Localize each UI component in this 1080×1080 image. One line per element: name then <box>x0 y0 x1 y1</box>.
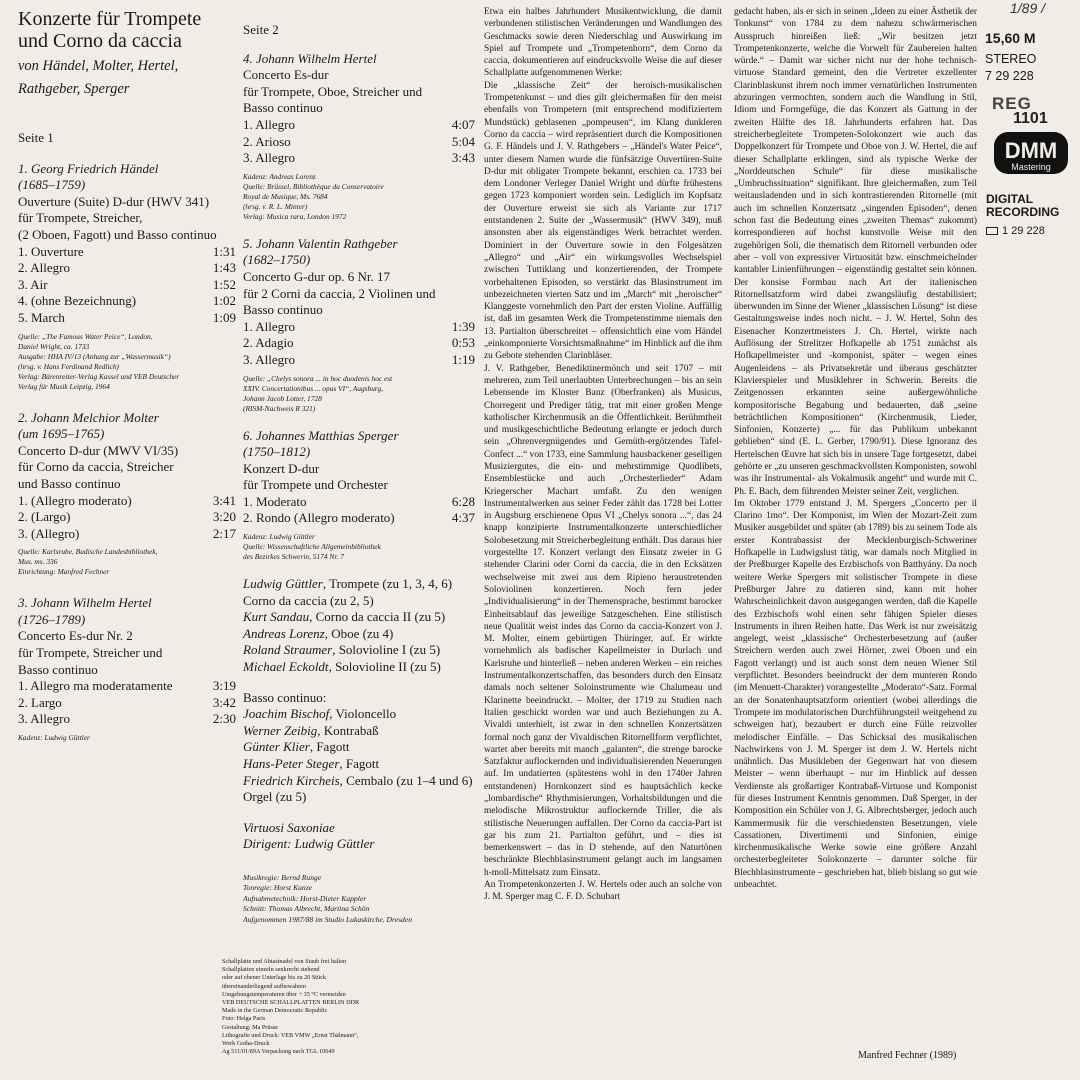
continuo-name: Werner Zeibig <box>243 722 318 738</box>
side-2-column <box>243 22 475 925</box>
work-note-line: des Bezirkes Schwerin, 5174 Nr. 7 <box>243 552 344 562</box>
work-composer: 3. Johann Wilhelm Hertel <box>18 595 152 611</box>
movement-time: 2:30 <box>212 711 236 727</box>
catalog-number <box>986 225 1045 237</box>
soloist-row <box>243 659 475 676</box>
cassette-icon <box>986 227 998 235</box>
continuo-row <box>243 756 475 773</box>
work-note-line: Verlag: Bärenreiter-Verlag Kassel und VEB Deutscher <box>18 371 180 381</box>
essay-paragraph: Die „klassische Zeit“ der heroisch-musikalischen Trompetenkunst – und dies gilt gleichermaßen für den meist ebenfalls von Trompetern (mit entsprechend modifiziertem Mundstück) geblasenen „pompeusen“, im Klang dunkleren Corno da caccia – wird repräsentiert durch die Kompositionen G. F. Händels und J. V. Rathgebers – „Händel's Water Peice“, unter diesem Namen wurde die fünfsätzige Ouvertüren-Suite D-dur mit obligater Trompete bekannt, erschien ca. 1733 bei dem Londoner Verleger Daniel Wright und dürfte frühestens gegen 1723 komponiert worden sein. Lediglich im Kopfsatz der Ouverture erweist sie sich als Variante zur 1717 entstandenen 2. Suite der „Wassermusik“ (HWV 349), muß ansonsten aber als eigenständiges Werk betrachtet werden. Dominiert in der Ouverture sowie in den Folgesätzen „Allegro“ und „Air“ ein wirkungsvolles Wechselspiel zwischen Tuttiklang und konzertierenden, der Trompete vorbehaltenen Episoden, so verstärkt das Blasinstrument im unbezeichneten vierten Satz und im „March“ mit „heroischer“ Klanggeste vornehmlich den Part der ersten Violine. Auffällig ist, daß im gesamten Werk die Trompetenstimme niemals den 13. Partialton überschreitet – offensichtlich eine vom Händel „einkomponierte Vorsichtsmaßnahme“ im Hinblick auf die ihm zu Gebote stehenden Clarinbläser. <box>484 80 722 362</box>
soloist-row <box>243 609 475 626</box>
movement-name: 2. (Largo) <box>18 509 71 525</box>
handwritten-note: 1/89 / <box>1010 0 1046 16</box>
reg-stamp: REG <box>992 94 1032 113</box>
movement-name: 4. (ohne Bezeichnung) <box>18 293 137 309</box>
movement-time: 1:43 <box>212 260 236 276</box>
movement-time: 3:42 <box>212 694 236 710</box>
movement-time: 3:19 <box>212 678 236 694</box>
movement-time: 1:31 <box>212 243 236 259</box>
work-note-line: Johann Jacob Lotter, 1728 <box>243 393 322 403</box>
essay-paragraph: Im Oktober 1779 entstand J. M. Spergers „Concerto per il Clarino 1mo“. Der Komponist, im Wien der Mozart-Zeit zum Musiker ausgebildet und später (ab 1789) bis zu seinem Tode als erster Kontrabassist der Mecklenburgisch-Schweriner Hofkapelle in Ludwigslust tätig, war damals noch Mitglied in der Preßburger Kapelle des Erzbischofs von Batthyány. Da noch weitere Werke Spergers mit solistischer Trompete in diese Preßburger Jahre zu datieren sind, kann mit hoher Wahrscheinlichkeit davon ausgegangen werden, daß die Kapelle des Erzbischofs wohl einen sehr fähigen Spieler dieses Instruments in ihren Reihen hatte. Das Werk ist nur zweisätzig angelegt, weist „klassische“ Orchesterbesetzung auf (außer Streichern werden auch zwei Hörner, zwei Oboen und ein Fagott verlangt) und ist auch sonst dem neuen Wiener Stil verpflichtet. Besonders beeindruckt der dem munteren Rondo (im Menuett-Charakter) vorangestellte „Moderato“-Satz. Formal an der Sonatenhauptsatzform orientiert (wobei allerdings die Trompete im modulatorischen Durchführungsteil weitgehend zu schweigen hat), bezaubert er durch eine Fülle reizvoller melodischer Einfälle. – Das Schicksal des musikalischen Nachwirkens von J. M. Sperger ist dem J. W. Hertels nicht unähnlich. Das Musikleben der Gegenwart hat von diesem Meister – wenn überhaupt – nur im Hinblick auf dessen Verdienste als großartiger Kontrabaß-Virtuose und Komponist für dieses Instrument Kenntnis genommen. Daß Sperger, in der Komposition ein Schüler von J. G. Albrechtsberger, jedoch auch Kammermusik für die verschiedensten Besetzungen, viele Cassationen, Divertimenti und Sinfonien, einige kirchenmusikalische Werke sowie eine größere Anzahl orchesterbegleiteter Solokonzerte – darunter solche für Blechblasinstrumente – geschrieben hat, blieb bislang so gut wie unbeachtet. <box>734 498 977 891</box>
work-composer: 4. Johann Wilhelm Hertel <box>243 50 377 66</box>
movement-time: 1:52 <box>212 276 236 292</box>
credit-line: Aufnahmetechnik: Horst-Dieter Kappler <box>243 893 367 903</box>
continuo-row <box>243 789 475 806</box>
work-note-line: Quelle: „The Famous Water Peice“, London, <box>18 331 153 341</box>
movement-row <box>243 494 475 511</box>
legal-line: Schallplatten einzeln senkrecht stehend <box>222 966 320 974</box>
price-label: 15,60 M <box>985 30 1036 46</box>
work-note-line: Quelle: Brüssel, Bibliothèque du Conservatoire <box>243 181 384 191</box>
continuo-row <box>243 739 475 756</box>
continuo-role: , Fagott <box>339 756 380 771</box>
movement-row <box>243 134 475 151</box>
soloist-row <box>243 642 475 659</box>
movement-name: 3. Allegro <box>243 351 295 367</box>
side-1-label: Seite 1 <box>18 130 54 145</box>
movement-name: 3. Allegro <box>18 711 70 727</box>
work-note-line: (hrsg. v. Hans Ferdinand Redlich) <box>18 361 119 371</box>
credit-line: Aufgenommen 1987/88 im Studio Lukaskirche, Dresden <box>243 914 413 924</box>
work-title-line: Basso continuo <box>18 661 98 677</box>
work-note-line: Einrichtung: Manfred Fechner <box>18 567 110 577</box>
work-title-line: Konzert D-dur <box>243 460 320 476</box>
continuo-name: Friedrich Kircheis <box>243 772 340 788</box>
work-block <box>243 428 475 563</box>
essay-paragraph: gedacht haben, als er sich in seinen „Ideen zu einer Ästhetik der Tonkunst“ von 1784 zu dem nahezu schwärmerischen Ausspruch hinreißen ließ: „Wir besitzen jetzt Trompetenkonzerte, welche die Vorwelt für Zaubereien halten würde.“ – Damit war sicher nicht nur der hohe technisch-virtuose Standard gemeint, den die Vertreter exzellenter Clarinblaskunst ihrem noch immer vernatürlichen Instrumenten abzuringen vermochten, sondern auch die Wandlung in Stil, Idiom und Formgefüge, die das Konzert als Gattung in der zweiten Hälfte des 18. Jahrhunderts erfahren hat. Das streicherbegleitete Trompeten-Solokonzert wie auch das Doppelkonzert für Trompete und Oboe von J. W. Hertel, die auf dieser Schallplatte erklingen, sind als typische Werke der „Norddeutschen Schule“ für diese musikalische „Umbruchssituation“ signifikant. Ihre gleichermaßen, zum Teil weitausladenden und in sich kontrastierenden Ritornelle (mit auch im schnellen Konzertsatz „singenden Episoden“, denen schon fast die Bedeutung eines „zweiten Themas“ zukommt) korrespondieren auf hochst kunstvolle Weise mit den zugehörigen Soli, die thematisch dem Ritornell verbunden oder aber – voll von expressiver Virtuosität bzw. einschmeichelnder kantabler Linienführungen – eigenständig gestaltet sein können. Der konsise Formbau nach Art der italienischen Ritornellsatzform wird dabei zwangsläufig destabilisiert; überwunden im Sinne der Wiener „klassischen Lösung“ ist diese Gestaltungsweise indes noch nicht. – J. W. Hertel, Sohn des Eisenacher Konzertmeisters J. Ch. Hertel, wirkte nach Auflösung der Strelitzer Hofkapelle ab 1751 zunächst als Hofkapellmeister und -komponist, später – wegen eines Augenleidens – als Privatsekretär und überaus geschätzter Klavierspieler und Musiklehrer in Schwerin. Bereits die Zeitgenossen erkannten seine außergewöhnliche kompositorische Begabung und bedauerten, daß „seine beträchtlichen Kompositionen“ (Kirchenmusik, Lieder, Sinfonien, Konzerte) „... für das Publikum unbekannt geblieben“ sind (E. L. Gerber, 1790/91). Diese Ignoranz des Hertelschen Œuvre hat sich bis in unsere Tage fortgesetzt, dabei gehörte er „zu unseren geschmackvollsten Komponisten, sowohl was ihr Instrumental- als Vokalmusik angeht“ und wurde mit C. Ph. E. Bach, dem führenden Meister seiner Zeit, verglichen. <box>734 7 977 497</box>
work-title-line: für Trompete, Streicher und <box>18 645 163 661</box>
movement-name: 2. Adagio <box>243 335 294 351</box>
work-composer: 5. Johann Valentin Rathgeber <box>243 235 398 251</box>
work-title-line: für Trompete, Streicher, <box>18 210 143 226</box>
work-note-line: XXIV. Concertationibus ... opus VI“, Augsburg, <box>243 383 384 393</box>
continuo-role: Orgel (zu 5) <box>243 789 307 805</box>
reg-number: 1101 <box>1013 110 1048 127</box>
continuo-role: , Violoncello <box>329 706 397 722</box>
credit-line: Musikregie: Bernd Runge <box>243 872 322 882</box>
work-dates: (1750–1812) <box>243 444 311 460</box>
work-notes <box>243 532 475 562</box>
work-title-line: Concerto D-dur (MWV VI/35) <box>18 442 179 458</box>
work-title-line: (2 Oboen, Fagott) und Basso continuo <box>18 226 217 242</box>
continuo-name: Joachim Bischof <box>243 706 330 722</box>
movement-row <box>243 117 475 134</box>
title-line-1: Konzerte für Trompete <box>18 8 202 30</box>
work-dates: (1682–1750) <box>243 252 311 268</box>
legal-line: Ag 511/01/89A Verpackung nach TGL 10649 <box>222 1048 335 1056</box>
work-dates: (1726–1789) <box>18 611 86 627</box>
continuo-label: Basso continuo: <box>243 689 327 705</box>
digital-recording-label <box>986 193 1059 219</box>
continuo-row <box>243 723 475 740</box>
movement-name: 1. Allegro <box>243 318 295 334</box>
work-note-line: Ausgabe: HHA IV/13 (Anhang zur „Wassermusik“) <box>18 351 171 361</box>
movement-name: 1. Allegro ma moderatamente <box>18 678 173 694</box>
side-2-label: Seite 2 <box>243 22 279 37</box>
legal-line: Made in the German Democratic Republic <box>222 1007 328 1015</box>
dmm-logo-subtext: Mastering <box>1011 162 1051 172</box>
movement-time: 1:19 <box>451 351 475 367</box>
work-note-line: Mus. ms. 336 <box>18 557 58 567</box>
legal-fine-print <box>222 958 417 1056</box>
legal-line: oder auf ebener Unterlage bis zu 20 Stück <box>222 974 326 982</box>
essay-column-1 <box>484 6 722 904</box>
recording-credits <box>243 873 475 926</box>
work-block <box>243 236 475 414</box>
continuo-row <box>243 706 475 723</box>
movement-row <box>18 509 236 526</box>
movement-time: 3:43 <box>451 150 475 166</box>
dmm-logo-text: DMM <box>1004 138 1058 163</box>
work-block <box>243 51 475 222</box>
movement-row <box>243 335 475 352</box>
work-title-line: Basso continuo <box>243 302 323 318</box>
work-title-line: Concerto Es-dur Nr. 2 <box>18 628 133 644</box>
work-dates: (1685–1759) <box>18 177 86 193</box>
credit-line: Tonregie: Horst Kunze <box>243 883 313 893</box>
soloist-role: Corno da caccia (zu 2, 5) <box>243 592 374 608</box>
movement-row <box>18 310 236 327</box>
soloist-list <box>243 576 475 676</box>
work-note-line: Daniel Wright, ca. 1733 <box>18 341 90 351</box>
movement-row <box>243 319 475 336</box>
soloist-row <box>243 576 475 593</box>
work-composer: 2. Johann Melchior Molter <box>18 409 159 425</box>
legal-line: Foto: Helga Paris <box>222 1015 266 1023</box>
recording-line: RECORDING <box>986 205 1060 219</box>
work-note-line: Kadenz: Ludwig Güttler <box>243 532 315 542</box>
soloist-name: Michael Eckoldt <box>243 659 329 675</box>
work-title-line: für Trompete, Oboe, Streicher und <box>243 83 423 99</box>
soloist-name: Ludwig Güttler <box>243 576 323 592</box>
movement-time: 1:02 <box>212 293 236 309</box>
movement-name: 1. Ouverture <box>18 243 84 259</box>
work-dates: (um 1695–1765) <box>18 426 105 442</box>
continuo-role: , Kontrabaß <box>317 722 379 738</box>
work-note-line: Quelle: Karlsruhe, Badische Landesbibliothek, <box>18 547 158 557</box>
movement-row <box>18 711 236 728</box>
work-notes <box>243 374 475 414</box>
essay-paragraph: J. V. Rathgeber, Benediktinermönch und seit 1707 – mit mehreren, zum Teil unerlaubten Unterbrechungen – bis an sein Lebensende im Kloster Banz (Oberfranken) als Musicus, Chorregent und Prediger tätig, trat mit einer großen Menge katholischer Kirchenmusik an die Öffentlichkeit. Berühmtheit und musikgeschichtliche Bedeutung erlangte er jedoch durch sein „Ohrenvergnügendes und Gemüth-ergötzendes Tafel-Confect ...“ von 1733, eine Sammlung hausbackener geselligen Musiziergutes, die ein- und mehrstimmige Quodlibets, Ensemblestücke und auch „Orchesterlieder“ Adam Kriegerscher Machart umfaßt. Zu den wenigen Instrumentalwerken aus seiner Feder zählt das 1728 bei Lotter in Augsburg erschienene Opus VI „Chelys sonora ...“, das 24 knapp konzipierte Instrumentalkonzerte unterschiedlicher Solobesetzung mit Streicherbegleitung enthält. Das daraus hier vorgestellte 17. Konzert verlangt den Einsatz zweier in G stehender Clarini oder Corni da caccia, die in den Ecksätzen wechselweise mit zwei aus dem Ripieno heraustretenden Soloviolinen konzertieren. Noch fern jeder „Individualisierung“ in der Themensprache, bestimmt barocker Einheitsablauf das jeweilige Satzgeschehen. Eine stilistisch neue Qualität weist indes das Corno da caccia-Konzert von J. M. Molter, einem gebürtigen Thüringer, auf. Er wirkte vornehmlich als badischer Kapellmeister in Durlach und Karlsruhe und hinterließ – neben anderen Werken – ein reiches Instrumentalkonzertschaffen, das besonders durch den Einsatz damals noch seltener Soloinstrumente wie Chalumeau und Klarinette beeindruckt. – Molter, der 1719 zu Studien nach Italien geschickt worden war und auch Beziehungen zu A. Vivaldi unterhielt, ist zwar in den schnellen Konzertsätzen formal noch ganz der Vivaldischen Ritornellform verpflichtet, wartet aber bereits mit manch „galanten“, die strenge barocke Satzfaktur auflockernden und individualisierenden Neuerungen auf. Im undatierten (spätestens wohl in den 1740er Jahren entstandenen) Hornkonzert sind es hauptsächlich kecke „lombardische“ Rhythmisierungen, Vorhaltsbildungen und die melodische Mikrostruktur auflockernde Triller, die als stilistische Neuerungen auffallen. Der Corno da caccia-Part ist gar bis zum 21. Partialton geführt, und – dies ist bemerkenswert – das in D stehende, auf den Naturtönen beschränkte Blechblasinstrument gelangt auch im langsamen h-moll-Mittelsatz zum Einsatz. <box>484 363 722 878</box>
conductor-name: Dirigent: Ludwig Güttler <box>243 836 375 852</box>
continuo-name: Hans-Peter Steger <box>243 756 340 771</box>
movement-time: 0:53 <box>451 335 475 351</box>
essay-paragraph: An Trompetenkonzerten J. W. Hertels oder auch an solche von J. M. Sperger mag C. F. D. Schubart <box>484 880 722 903</box>
soloist-role: , Corno da caccia II (zu 5) <box>309 609 446 625</box>
movement-name: 3. Air <box>18 276 48 292</box>
movement-name: 3. (Allegro) <box>18 525 80 541</box>
work-notes <box>243 172 475 222</box>
work-note-line: Kadenz: Ludwig Güttler <box>18 733 90 743</box>
work-note-line: Kadenz: Andreas Lorenz <box>243 171 316 181</box>
dmm-logo-icon <box>992 128 1070 178</box>
work-note-line: Verlag: Musica rara, London 1972 <box>243 211 347 221</box>
catalog-number-text: 1 29 228 <box>1002 225 1045 237</box>
legal-line: VEB DEUTSCHE SCHALLPLATTEN BERLIN DDR <box>222 999 360 1007</box>
movement-row <box>18 260 236 277</box>
digital-line: DIGITAL <box>986 192 1034 206</box>
work-notes <box>18 332 236 392</box>
album-title <box>18 8 201 52</box>
work-note-line: (hrsg. v. R. L. Minter) <box>243 201 308 211</box>
credit-line: Schnitt: Thomas Albrecht, Martina Schön <box>243 904 370 914</box>
essay-column-2 <box>734 6 977 891</box>
continuo-role: , Cembalo (zu 1–4 und 6) <box>339 772 473 788</box>
dmm-mastering-logo <box>992 128 1070 178</box>
work-notes <box>18 547 236 577</box>
movement-name: 2. Rondo (Allegro moderato) <box>243 510 395 526</box>
soloist-row <box>243 593 475 610</box>
continuo-role: , Fagott <box>309 739 350 755</box>
soloist-name: Roland Straumer <box>243 642 333 658</box>
essay-paragraph: Etwa ein halbes Jahrhundert Musikentwicklung, die damit verbundenen stilistischen Veränderungen und Wandlungen des Geschmacks sowie deren Niederschlag und Auswirkung im Spiel auf Trompete und „Trompetenhorn“, dem Corno da caccia, dokumentieren auf eindrucksvolle Weise die auf dieser Schallplatte aufgenommenen Werke: <box>484 7 722 79</box>
composers-line-1: von Händel, Molter, Hertel, <box>18 58 179 74</box>
work-title-line: für Corno da caccia, Streicher <box>18 459 174 475</box>
movement-row <box>18 678 236 695</box>
work-title-line: Ouverture (Suite) D-dur (HWV 341) <box>18 193 210 209</box>
stereo-label: STEREO <box>985 52 1037 66</box>
soloist-role: , Solovioline II (zu 5) <box>328 659 441 675</box>
soloist-role: , Trompete (zu 1, 3, 4, 6) <box>322 576 453 592</box>
soloist-role: , Oboe (zu 4) <box>324 625 394 641</box>
soloist-name: Kurt Sandau <box>243 609 310 625</box>
work-title-line: Basso continuo <box>243 100 323 116</box>
movement-row <box>18 277 236 294</box>
work-note-line: Verlag für Musik Leipzig, 1964 <box>18 381 110 391</box>
continuo-row <box>243 773 475 790</box>
legal-line: Schallplatte und Abtastnadel von Staub frei halten <box>222 958 347 965</box>
legal-line: Umgebungstemperaturen über + 35 °C vermeiden <box>222 990 346 998</box>
work-composer: 1. Georg Friedrich Händel <box>18 160 159 176</box>
movement-name: 3. Allegro <box>243 150 295 166</box>
movement-name: 1. Allegro <box>243 116 295 132</box>
work-note-line: (RISM-Nachweis R 321) <box>243 403 316 413</box>
movement-time: 4:07 <box>451 116 475 132</box>
legal-line: übereinanderliegend aufbewahren <box>222 982 307 990</box>
movement-time: 6:28 <box>451 493 475 509</box>
work-composer: 6. Johannes Matthias Sperger <box>243 427 399 443</box>
work-title-line: und Basso continuo <box>18 475 121 491</box>
legal-line: Lithografie und Druck: VEB VMW „Ernst Thälmann“, <box>222 1031 359 1039</box>
side-1-column <box>18 130 236 761</box>
movement-row <box>18 526 236 543</box>
movement-time: 3:20 <box>212 509 236 525</box>
soloist-name: Andreas Lorenz <box>243 625 325 641</box>
work-note-line: Quelle: Wissenschaftliche Allgemeinbibliothek <box>243 542 381 552</box>
movement-time: 1:09 <box>212 309 236 325</box>
record-number: 7 29 228 <box>985 69 1034 83</box>
movement-row <box>18 695 236 712</box>
legal-line: Gestaltung: Ma Prüsse <box>222 1023 279 1031</box>
work-block <box>18 161 236 392</box>
soloist-row <box>243 626 475 643</box>
movement-name: 5. March <box>18 309 65 325</box>
movement-name: 1. (Allegro moderato) <box>18 492 132 508</box>
work-notes <box>18 733 236 743</box>
movement-row <box>243 150 475 167</box>
legal-line: Werk Gotha-Druck <box>222 1040 270 1048</box>
composers-list <box>18 55 178 101</box>
movement-name: 2. Largo <box>18 694 62 710</box>
work-title-line: Concerto G-dur op. 6 Nr. 17 <box>243 268 390 284</box>
work-block <box>18 410 236 578</box>
continuo-list <box>243 690 475 806</box>
essay-signature: Manfred Fechner (1989) <box>858 1050 957 1061</box>
work-block <box>18 595 236 743</box>
title-line-2: und Corno da caccia <box>18 30 182 52</box>
movement-name: 1. Moderato <box>243 493 307 509</box>
movement-time: 5:04 <box>451 133 475 149</box>
movement-time: 4:37 <box>451 510 475 526</box>
movement-name: 2. Allegro <box>18 260 70 276</box>
soloist-role: , Solovioline I (zu 5) <box>332 642 441 658</box>
movement-row <box>18 244 236 261</box>
movement-time: 3:41 <box>212 492 236 508</box>
movement-row <box>243 352 475 369</box>
movement-row <box>243 510 475 527</box>
composers-line-2: Rathgeber, Sperger <box>18 81 130 97</box>
ensemble-name: Virtuosi Saxoniae <box>243 819 335 835</box>
work-title-line: für 2 Corni da caccia, 2 Violinen und <box>243 285 436 301</box>
work-note-line: Royal de Musique, Ms. 7684 <box>243 191 328 201</box>
movement-name: 2. Arioso <box>243 133 291 149</box>
work-note-line: Quelle: „Chelys sonora ... in hoc duodenis hoc est <box>243 373 393 383</box>
movement-row <box>18 493 236 510</box>
movement-time: 1:39 <box>451 318 475 334</box>
work-title-line: für Trompete und Orchester <box>243 477 388 493</box>
work-title-line: Concerto Es-dur <box>243 67 329 83</box>
movement-row <box>18 293 236 310</box>
movement-time: 2:17 <box>212 525 236 541</box>
continuo-name: Günter Klier <box>243 739 310 755</box>
